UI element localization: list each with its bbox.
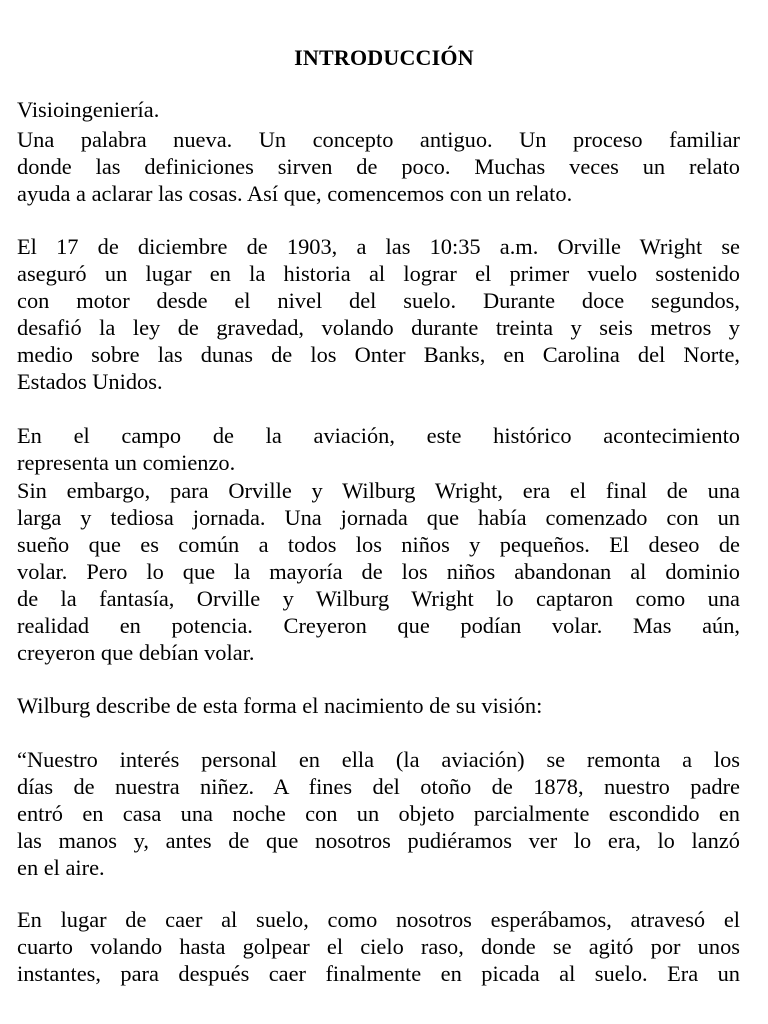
text-line: desafió la ley de gravedad, volando durante treinta y seis metros y xyxy=(17,315,740,340)
text-line: En el campo de la aviación, este histórico acontecimiento xyxy=(17,423,740,448)
text-line: “Nuestro interés personal en ella (la aviación) se remonta a los xyxy=(17,747,740,772)
text-line: Sin embargo, para Orville y Wilburg Wright, era el final de una xyxy=(17,478,740,503)
text-line: realidad en potencia. Creyeron que podían volar. Mas aún, xyxy=(17,613,740,638)
text-line: El 17 de diciembre de 1903, a las 10:35 a.m. Orville Wright se xyxy=(17,234,740,259)
text-line: En lugar de caer al suelo, como nosotros esperábamos, atravesó el xyxy=(17,907,740,932)
text-line: en el aire. xyxy=(17,855,105,880)
text-line: Visioingeniería. xyxy=(17,97,160,122)
page-title: INTRODUCCIÓN xyxy=(294,45,474,70)
text-line: Una palabra nueva. Un concepto antiguo. Un proceso familiar xyxy=(17,127,740,152)
text-line: Wilburg describe de esta forma el nacimiento de su visión: xyxy=(17,693,543,718)
text-line: Estados Unidos. xyxy=(17,369,163,394)
text-line: creyeron que debían volar. xyxy=(17,640,255,665)
text-line: donde las definiciones sirven de poco. Muchas veces un relato xyxy=(17,154,740,179)
text-line: de la fantasía, Orville y Wilburg Wright lo captaron como una xyxy=(17,586,740,611)
text-line: medio sobre las dunas de los Onter Banks, en Carolina del Norte, xyxy=(17,342,740,367)
text-line: entró en casa una noche con un objeto parcialmente escondido en xyxy=(17,801,740,826)
text-line: instantes, para después caer finalmente en picada al suelo. Era un xyxy=(17,961,740,986)
text-line: larga y tediosa jornada. Una jornada que había comenzado con un xyxy=(17,505,740,530)
text-line: con motor desde el nivel del suelo. Durante doce segundos, xyxy=(17,288,740,313)
text-line: cuarto volando hasta golpear el cielo raso, donde se agitó por unos xyxy=(17,934,740,959)
text-line: ayuda a aclarar las cosas. Así que, comencemos con un relato. xyxy=(17,181,573,206)
text-line: representa un comienzo. xyxy=(17,450,236,475)
text-line: volar. Pero lo que la mayoría de los niños abandonan al dominio xyxy=(17,559,740,584)
text-line: las manos y, antes de que nosotros pudiéramos ver lo era, lo lanzó xyxy=(17,828,740,853)
text-line: días de nuestra niñez. A fines del otoño de 1878, nuestro padre xyxy=(17,774,740,799)
text-line: aseguró un lugar en la historia al lograr el primer vuelo sostenido xyxy=(17,261,740,286)
text-line: sueño que es común a todos los niños y pequeños. El deseo de xyxy=(17,532,740,557)
